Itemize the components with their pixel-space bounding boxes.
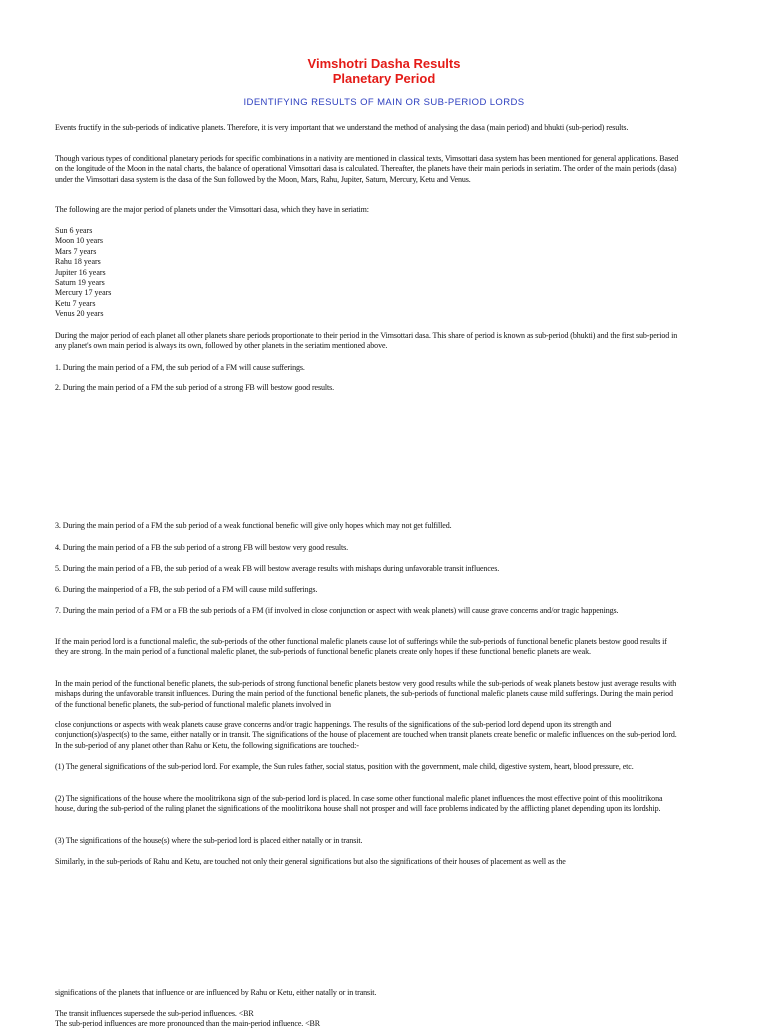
signification-item: (3) The significations of the house(s) where the sub-period lord is placed either natally or in transit. [55,836,363,845]
paragraph: Though various types of conditional planetary periods for specific combinations in a nativity are mentioned in classical texts, Vimsottari dasa system has been mentioned for general applications. Based on the longitude of the Moon in the natal charts, the balance of operational Vimsottari dasa is calculated. Thereafter, the planets have their main periods in seriatim. The order of the main periods (dasa) under the Vimsottari dasa system is the dasa of the Sun followed by the Moon, Mars, Rahu, Jupiter, Saturn, Mercury, Ketu and Venus. [55,154,679,184]
list-item: Moon 10 years [55,236,103,246]
list-item: Jupiter 16 years [55,267,106,277]
rule-item: 5. During the main period of a FB, the sub period of a weak FB will bestow average results with mishaps during unfavorable transit influences. [55,564,500,573]
paragraph: If the main period lord is a functional malefic, the sub-periods of the other functional malefic planets cause lot of sufferings while the sub-periods of functional benefic planets bestow good results if they are strong. In the main period of a functional malefic planet, the sub-periods of functional benefic planets create only hopes if these functional benefic planets are weak. [55,637,667,657]
list-item: Rahu 18 years [55,257,101,267]
signification-item: (2) The significations of the house where the moolitrikona sign of the sub-period lord is placed. In case some other functional malefic planet influences the most effective point of this moolitrikona house, during the sub-period of the ruling planet the significations of the moolitrikona house shall not prosper and will face problems indicated by the afflicting planet depending upon its lordship. [55,794,663,814]
rule-item: 4. During the main period of a FB the sub period of a strong FB will bestow very good results. [55,543,349,552]
list-item: Saturn 19 years [55,278,105,288]
paragraph: Events fructify in the sub-periods of indicative planets. Therefore, it is very important that we understand the method of analysing the dasa (main period) and bhukti (sub-period) results. [55,123,629,132]
dasa-period-list [55,226,355,320]
rule-item: 6. During the mainperiod of a FB, the sub period of a FM will cause mild sufferings. [55,585,318,594]
page-title-line2: Planetary Period [332,71,436,86]
paragraph: The transit influences supersede the sub-period influences. <BR [55,1009,254,1018]
page-subtitle: IDENTIFYING RESULTS OF MAIN OR SUB-PERIOD LORDS [243,97,525,108]
signification-item: (1) The general significations of the sub-period lord. For example, the Sun rules father, social status, position with the government, male child, digestive system, heart, blood pressure, etc. [55,762,634,771]
paragraph: During the major period of each planet all other planets share periods proportionate to their period in the Vimsottari dasa. This share of period is known as sub-period (bhukti) and the first sub-period in any planet's own main period is always its own, followed by other planets in the seriatim mentioned above. [55,331,678,351]
rule-item: 1. During the main period of a FM, the sub period of a FM will cause sufferings. [55,363,305,372]
paragraph: significations of the planets that influence or are influenced by Rahu or Ketu, either natally or in transit. [55,988,377,997]
paragraph: In the main period of the functional benefic planets, the sub-periods of strong functional benefic planets bestow very good results while the sub-periods of weak planets bestow just average results with mishaps during the unfavorable transit influences. During the main period of the functional benefic planets, the sub-periods of functional malefic planets cause mild sufferings. During the main period of the functional benefic planets, the sub-period of functional malefic planets involved in [55,679,677,709]
page-title: Vimshotri Dasha Results [307,56,461,71]
list-item: Venus 20 years [55,309,104,319]
list-item: Ketu 7 years [55,298,96,308]
rule-item: 3. During the main period of a FM the sub period of a weak functional benefic will give only hopes which may not get fulfilled. [55,521,452,530]
list-item: Mars 7 years [55,246,97,256]
list-item: Sun 6 years [55,226,93,235]
rule-item: 2. During the main period of a FM the sub period of a strong FB will bestow good results. [55,383,335,392]
paragraph: The sub-period influences are more pronounced than the main-period influence. <BR [55,1019,320,1028]
rule-item: 7. During the main period of a FM or a FB the sub periods of a FM (if involved in close conjunction or aspect with weak planets) will cause grave concerns and/or tragic happenings. [55,606,619,615]
list-item: Mercury 17 years [55,288,112,298]
paragraph: The following are the major period of planets under the Vimsottari dasa, which they have in seriatim: [55,205,369,214]
paragraph: close conjunctions or aspects with weak planets cause grave concerns and/or tragic happenings. The results of the significations of the sub-period lord depend upon its strength and conjunction(s)/aspect(s) to the same, either natally or in transit. The significations of the house of placement are touched when transit planets create benefic or malefic influences on the sub-period lord. In the sub-period of any planet other than Rahu or Ketu, the following significations are touched:- [55,720,677,750]
paragraph: Similarly, in the sub-periods of Rahu and Ketu, are touched not only their general significations but also the significations of their houses of placement as well as the [55,857,566,866]
